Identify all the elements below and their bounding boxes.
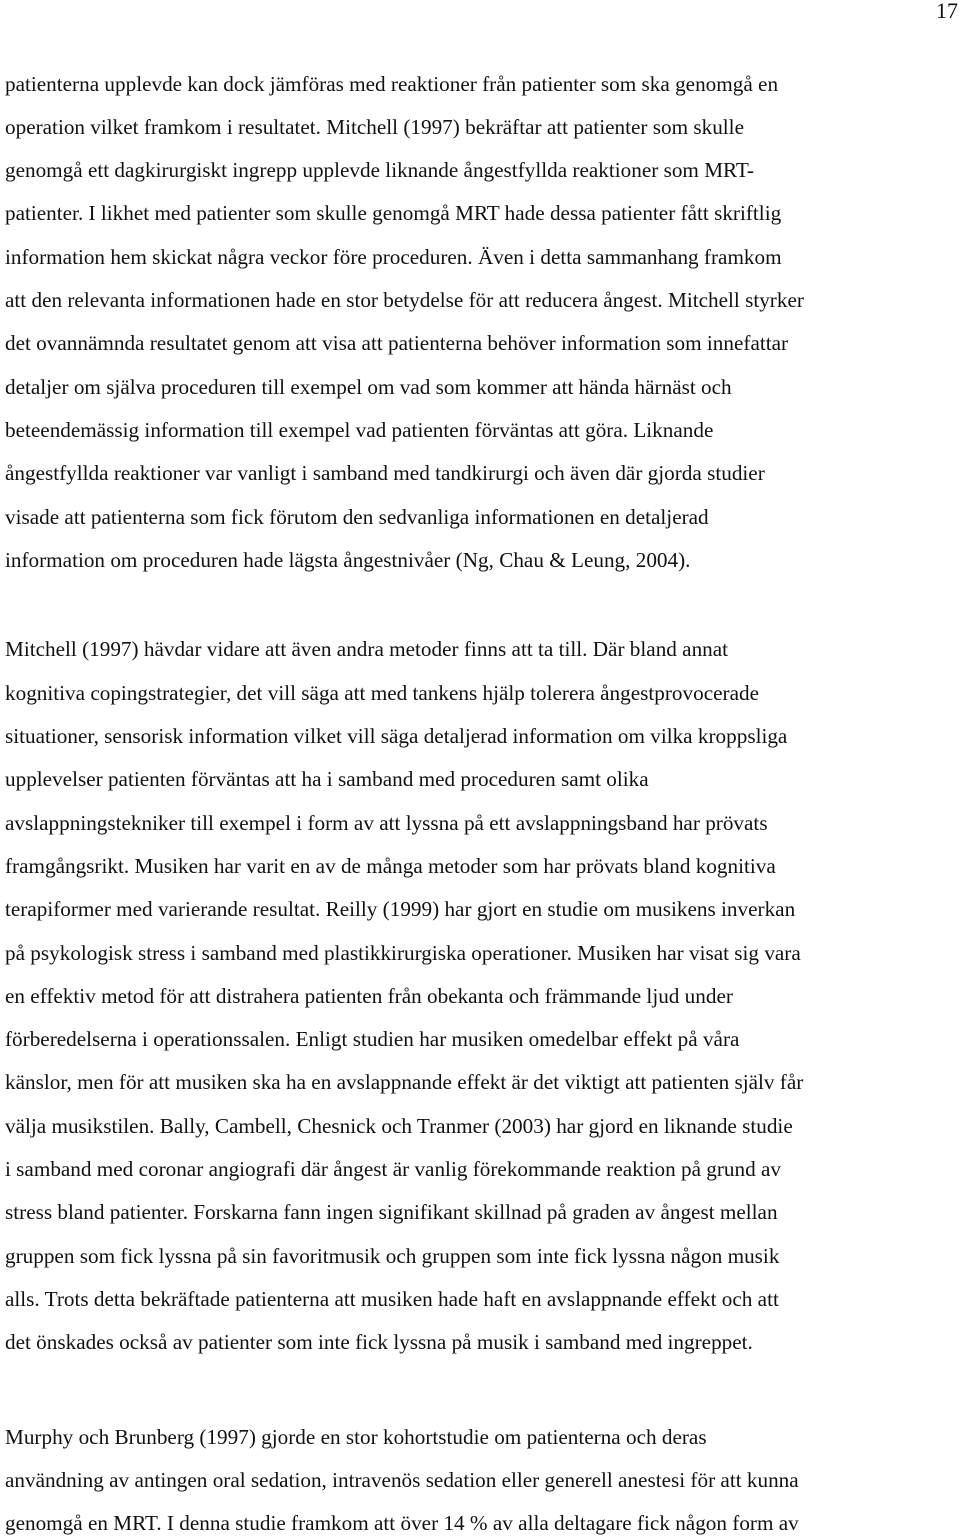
text-line: beteendemässig information till exempel vad patienten förväntas att göra. Liknande <box>5 418 714 442</box>
text-line: gruppen som fick lyssna på sin favoritmusik och gruppen som inte fick lyssna någon musik <box>5 1244 780 1268</box>
text-line: situationer, sensorisk information vilket vill säga detaljerad information om vilka kroppsliga <box>5 724 788 748</box>
text-line: genomgå ett dagkirurgiskt ingrepp upplevde liknande ångestfyllda reaktioner som MRT- <box>5 158 754 182</box>
text-line: genomgå en MRT. I denna studie framkom att över 14 % av alla deltagare fick någon form av <box>5 1511 799 1535</box>
text-line: terapiformer med varierande resultat. Reilly (1999) har gjort en studie om musikens inverkan <box>5 897 796 921</box>
text-line: Murphy och Brunberg (1997) gjorde en stor kohortstudie om patienterna och deras <box>5 1425 707 1449</box>
text-line: detaljer om själva proceduren till exempel om vad som kommer att hända härnäst och <box>5 375 732 399</box>
text-line: på psykologisk stress i samband med plastikkirurgiska operationer. Musiken har visat sig vara <box>5 941 801 965</box>
text-line: framgångsrikt. Musiken har varit en av de många metoder som har prövats bland kognitiva <box>5 854 776 878</box>
text-line: Mitchell (1997) hävdar vidare att även andra metoder finns att ta till. Där bland annat <box>5 637 729 661</box>
text-line: det ovannämnda resultatet genom att visa att patienterna behöver information som innefattar <box>5 331 789 355</box>
text-line: att den relevanta informationen hade en stor betydelse för att reducera ångest. Mitchell styrker <box>5 288 804 312</box>
text-line: en effektiv metod för att distrahera patienten från obekanta och främmande ljud under <box>5 984 733 1008</box>
text-line: upplevelser patienten förväntas att ha i samband med proceduren samt olika <box>5 767 649 791</box>
text-line: kognitiva copingstrategier, det vill säga att med tankens hjälp tolerera ångestprovocerade <box>5 681 759 705</box>
text-line: information om proceduren hade lägsta ångestnivåer (Ng, Chau & Leung, 2004). <box>5 548 691 572</box>
text-line: visade att patienterna som fick förutom den sedvanliga informationen en detaljerad <box>5 505 709 529</box>
text-line: det önskades också av patienter som inte fick lyssna på musik i samband med ingreppet. <box>5 1330 753 1354</box>
text-line: i samband med coronar angiografi där ångest är vanlig förekommande reaktion på grund av <box>5 1157 782 1181</box>
text-line: känslor, men för att musiken ska ha en avslappnande effekt är det viktigt att patienten själv får <box>5 1070 804 1094</box>
text-line: avslappningstekniker till exempel i form av att lyssna på ett avslappningsband har prövats <box>5 811 768 835</box>
text-line: förberedelserna i operationssalen. Enligt studien har musiken omedelbar effekt på våra <box>5 1027 740 1051</box>
text-line: användning av antingen oral sedation, intravenös sedation eller generell anestesi för att kunna <box>5 1468 799 1492</box>
text-line: ångestfyllda reaktioner var vanligt i samband med tandkirurgi och även där gjorda studier <box>5 461 765 485</box>
text-line: patienter. I likhet med patienter som skulle genomgå MRT hade dessa patienter fått skriftlig <box>5 201 782 225</box>
text-line: operation vilket framkom i resultatet. Mitchell (1997) bekräftar att patienter som skulle <box>5 115 744 139</box>
text-line: stress bland patienter. Forskarna fann ingen signifikant skillnad på graden av ångest mellan <box>5 1200 778 1224</box>
text-line: välja musikstilen. Bally, Cambell, Chesnick och Tranmer (2003) har gjord en liknande studie <box>5 1114 793 1138</box>
text-line: patienterna upplevde kan dock jämföras med reaktioner från patienter som ska genomgå en <box>5 72 779 96</box>
page-number: 17 <box>936 0 958 23</box>
text-line: alls. Trots detta bekräftade patienterna att musiken hade haft en avslappnande effekt och att <box>5 1287 779 1311</box>
text-line: information hem skickat några veckor före proceduren. Även i detta sammanhang framkom <box>5 245 782 269</box>
